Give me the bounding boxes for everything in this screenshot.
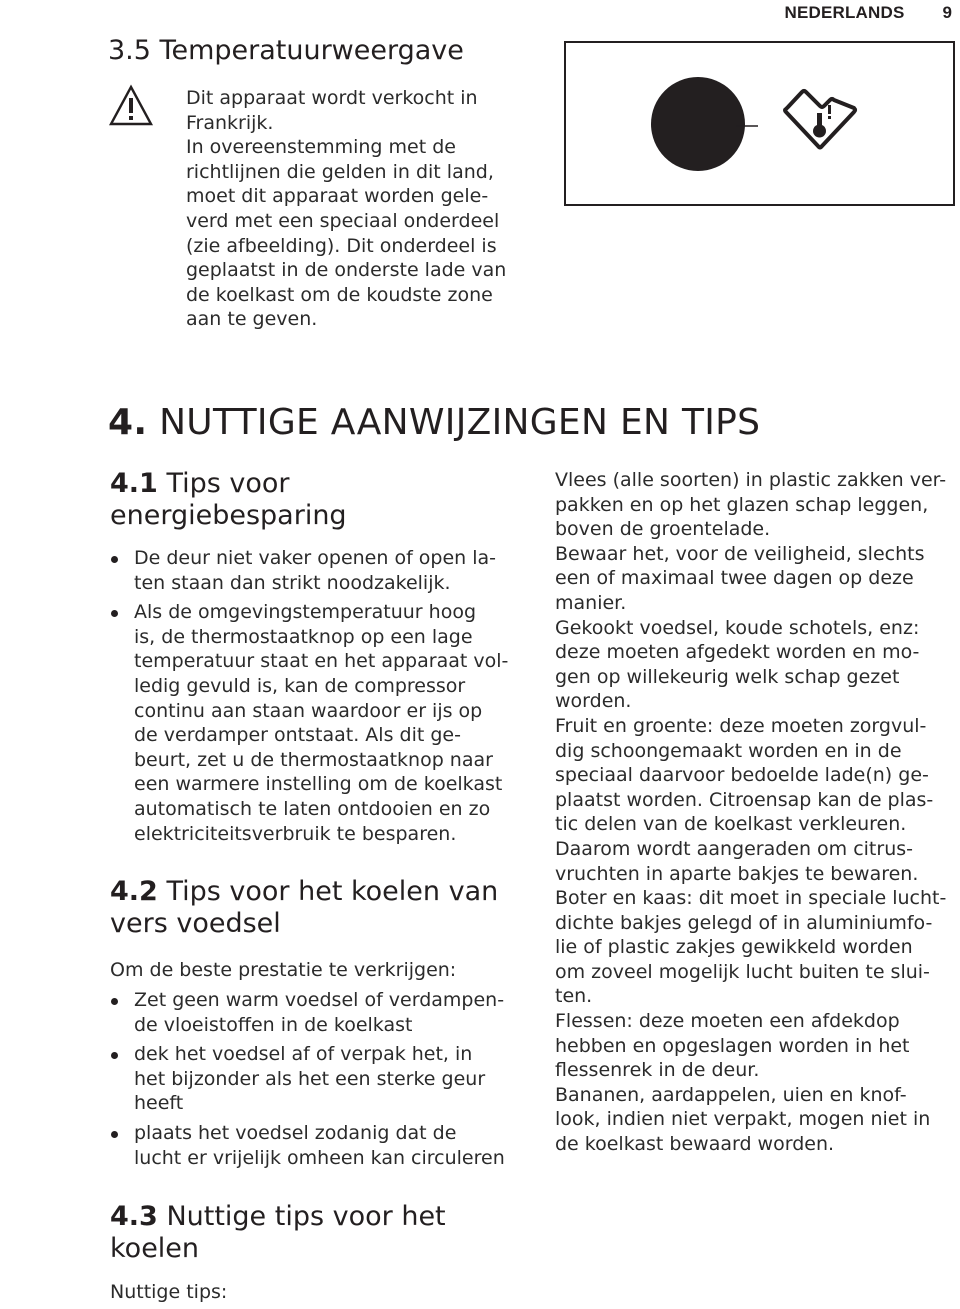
text-line: temperatuur staat en het apparaat vol- xyxy=(134,650,509,673)
text-line: Flessen: deze moeten een afdekdop xyxy=(555,1010,900,1033)
section-number: 4.3 xyxy=(110,1201,158,1232)
section-intro: Om de beste prestatie te verkrijgen: xyxy=(110,959,457,981)
list-item xyxy=(108,1042,528,1116)
text-line: de vloeistoffen in de koelkast xyxy=(134,1013,413,1036)
text-line: geplaatst in de onderste lade van xyxy=(186,259,507,282)
text-line: een of maximaal twee dagen op deze xyxy=(555,567,914,590)
list-item xyxy=(108,1121,528,1170)
text-line: plaats het voedsel zodanig dat de xyxy=(134,1121,457,1144)
text-line: een warmere instelling om de koelkast xyxy=(134,773,503,796)
text-line: deze moeten afgedekt worden en mo- xyxy=(555,641,920,664)
text-line: beurt, zet u de thermostaatknop naar xyxy=(134,748,493,771)
warning-triangle-icon xyxy=(108,84,154,128)
chapter-title: NUTTIGE AANWIJZINGEN EN TIPS xyxy=(159,402,761,443)
text-line: Als de omgevingstemperatuur hoog xyxy=(134,601,476,624)
section-3-5-heading xyxy=(108,34,464,68)
section-title-line: vers voedsel xyxy=(110,908,281,939)
text-line: ledig gevuld is, kan de compressor xyxy=(134,674,466,697)
text-line: gen op willekeurig welk schap gezet xyxy=(555,665,900,688)
text-line: de koelkast om de koudste zone xyxy=(186,283,493,306)
section-title-line: Tips voor het koelen van xyxy=(166,876,499,907)
text-line: Daarom wordt aangeraden om citrus- xyxy=(555,837,913,860)
text-line: de verdamper ontstaat. Als dit ge- xyxy=(134,724,461,747)
text-line: flessenrek in de deur. xyxy=(555,1059,760,1082)
fresh-food-tips-list xyxy=(108,988,528,1170)
cold-zone-figure xyxy=(564,41,955,206)
text-line: dig schoongemaakt worden en in de xyxy=(555,739,902,762)
text-line: automatisch te laten ontdooien en zo xyxy=(134,797,491,820)
text-line: moet dit apparaat worden gele- xyxy=(186,185,489,208)
text-line: (zie afbeelding). Dit onderdeel is xyxy=(186,234,497,257)
text-line: dichte bakjes gelegd of in aluminiumfo- xyxy=(555,911,933,934)
text-line: Frankrijk. xyxy=(186,111,274,134)
text-line: plaatst worden. Citroensap kan de plas- xyxy=(555,788,934,811)
text-line: de koelkast bewaard worden. xyxy=(555,1133,835,1156)
section-number: 4.2 xyxy=(110,876,158,907)
section-4-2-heading xyxy=(110,876,498,940)
text-line: Boter en kaas: dit moet in speciale lucht- xyxy=(555,887,947,910)
section-title-line: koelen xyxy=(110,1233,200,1264)
text-line: pakken en op het glazen schap leggen, xyxy=(555,493,929,516)
section-intro: Nuttige tips: xyxy=(110,1281,228,1303)
text-line: verd met een speciaal onderdeel xyxy=(186,209,500,232)
list-item xyxy=(108,546,518,595)
text-line: hebben en opgeslagen worden in het xyxy=(555,1034,910,1057)
text-line: elektriciteitsverbruik te besparen. xyxy=(134,822,457,845)
text-line: Dit apparaat wordt verkocht in xyxy=(186,87,478,109)
energy-tips-list xyxy=(108,546,518,846)
section-title-line: Tips voor xyxy=(166,468,290,499)
section-4-3-heading xyxy=(110,1201,446,1265)
text-line: richtlijnen die gelden in dit land, xyxy=(186,160,494,183)
text-line: dek het voedsel af of verpak het, in xyxy=(134,1043,473,1066)
text-line: Vlees (alle soorten) in plastic zakken ver- xyxy=(555,469,947,491)
text-line: ten. xyxy=(555,985,593,1008)
section-title-line: Nuttige tips voor het xyxy=(166,1201,446,1232)
text-line: look, indien niet verpakt, mogen niet in xyxy=(555,1108,931,1131)
text-line: Bewaar het, voor de veiligheid, slechts xyxy=(555,542,925,565)
text-line: Gekookt voedsel, koude schotels, enz: xyxy=(555,616,920,639)
cold-zone-indicator-icon xyxy=(566,43,953,204)
text-line: worden. xyxy=(555,690,632,713)
text-line: speciaal daarvoor bedoelde lade(n) ge- xyxy=(555,764,929,787)
warning-text xyxy=(186,86,506,332)
text-line: tic delen van de koelkast verkleuren. xyxy=(555,813,907,836)
text-line: heeft xyxy=(134,1092,184,1115)
section-title-line: energiebesparing xyxy=(110,500,347,531)
page-number: 9 xyxy=(942,3,952,22)
text-line: Fruit en groente: deze moeten zorgvul- xyxy=(555,714,927,737)
text-line: continu aan staan waardoor er ijs op xyxy=(134,699,483,722)
text-line: Bananen, aardappelen, uien en knof- xyxy=(555,1083,907,1106)
text-line: vruchten in aparte bakjes te bewaren. xyxy=(555,862,919,885)
text-line: De deur niet vaker openen of open la- xyxy=(134,547,497,569)
text-line: manier. xyxy=(555,591,627,614)
section-title: Temperatuurweergave xyxy=(159,35,464,66)
list-item xyxy=(108,600,518,846)
running-header xyxy=(784,0,960,26)
chapter-number: 4. xyxy=(108,402,148,443)
section-4-1-heading xyxy=(110,468,347,532)
text-line: om zoveel mogelijk lucht buiten te slui- xyxy=(555,960,930,983)
storage-tips-text xyxy=(555,468,955,1157)
text-line: lie of plastic zakjes gewikkeld worden xyxy=(555,936,913,959)
text-line: ten staan dan strikt noodzakelijk. xyxy=(134,571,451,594)
text-line: het bijzonder als het een sterke geur xyxy=(134,1067,486,1090)
list-item xyxy=(108,988,528,1037)
text-line: Zet geen warm voedsel of verdampen- xyxy=(134,989,505,1011)
section-number: 4.1 xyxy=(110,468,158,499)
text-line: is, de thermostaatknop op een lage xyxy=(134,625,473,648)
text-line: boven de groentelade. xyxy=(555,518,771,541)
chapter-4-heading xyxy=(108,402,760,443)
section-number: 3.5 xyxy=(108,35,151,66)
header-language: NEDERLANDS xyxy=(784,3,905,22)
text-line: aan te geven. xyxy=(186,308,318,331)
text-line: lucht er vrijelijk omheen kan circuleren xyxy=(134,1146,505,1169)
text-line: In overeenstemming met de xyxy=(186,136,456,159)
